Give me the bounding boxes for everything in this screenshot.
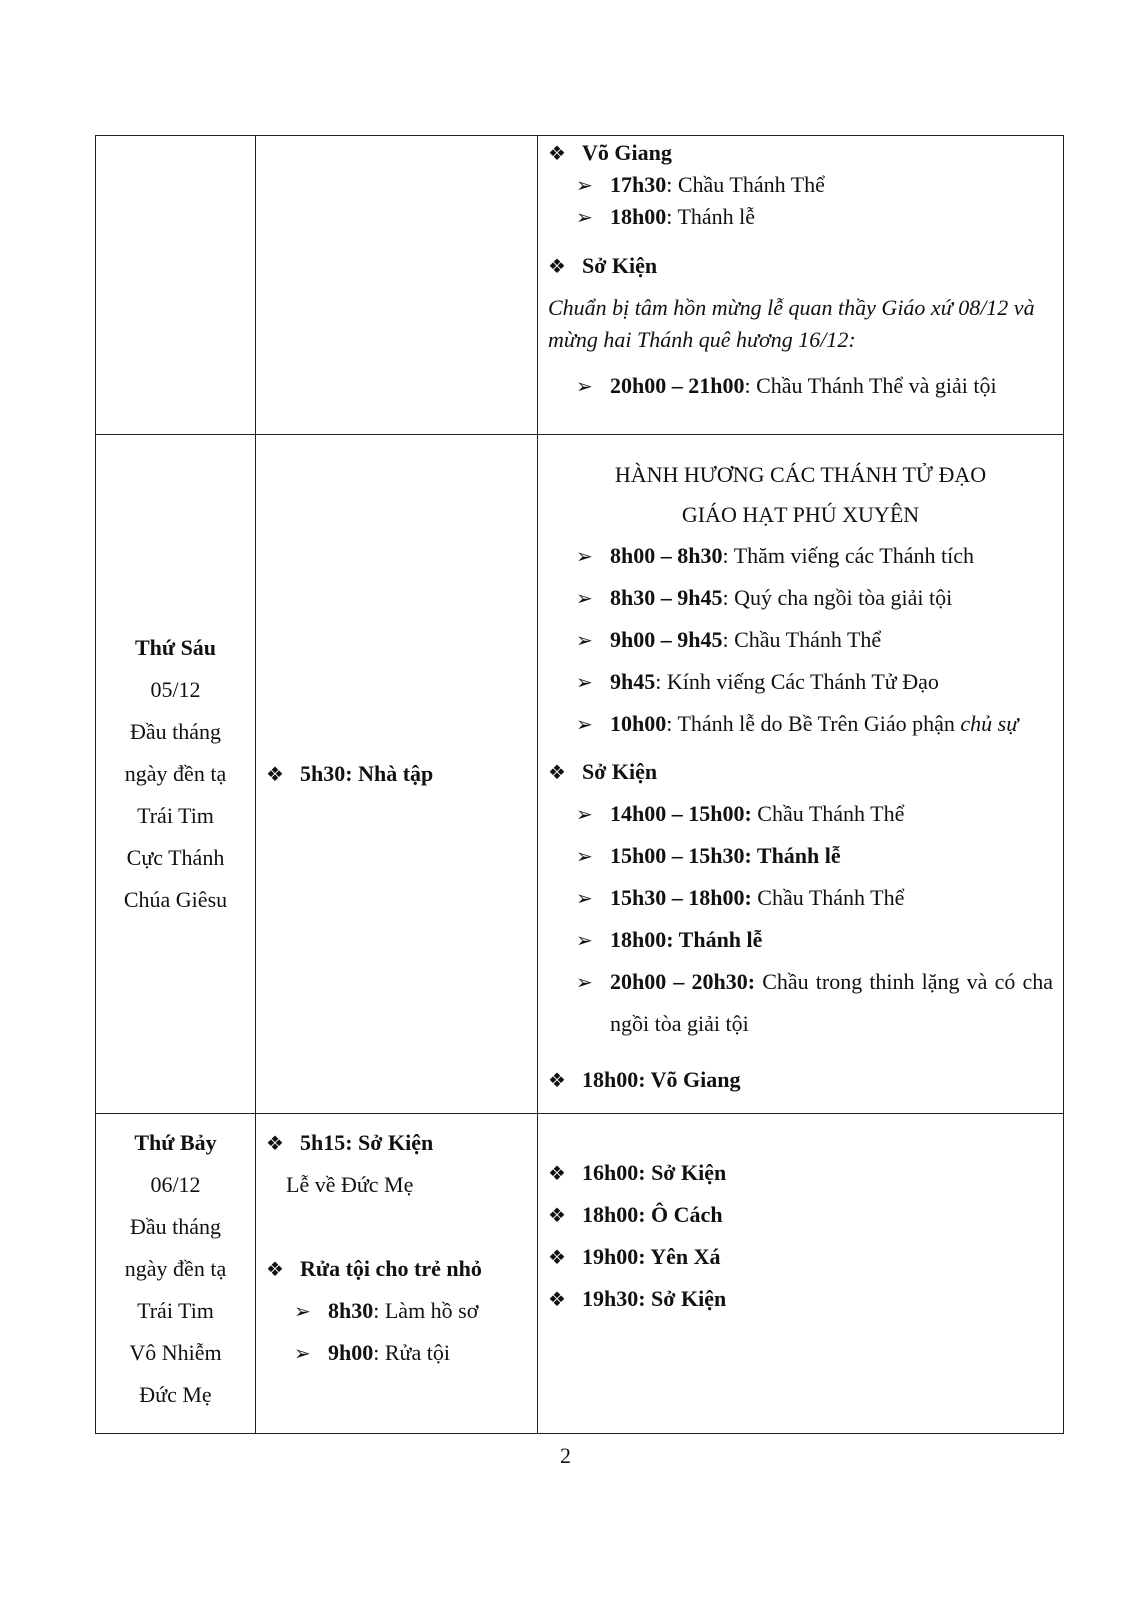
item-time: 16h00: [582, 1160, 639, 1185]
diamond-bullet-icon: ❖: [548, 1161, 566, 1185]
morning-cell-1: [256, 136, 538, 435]
item-time: 14h00 – 15h00:: [610, 801, 752, 826]
section-head: Võ Giang: [582, 140, 672, 165]
item-text: : Chầu Thánh Thể: [722, 627, 882, 652]
item-time: 9h00: [328, 1340, 374, 1365]
schedule-row-3: [96, 1114, 1064, 1434]
item-text: : Thánh lễ: [666, 204, 756, 229]
list-item: [548, 1152, 1053, 1194]
item-text: : Thăm viếng các Thánh tích: [722, 543, 974, 568]
arrow-bullet-icon: ➢: [576, 205, 593, 229]
item-text: : Kính viếng Các Thánh Tử Đạo: [655, 669, 939, 694]
item-italic: chủ sự: [960, 711, 1019, 736]
item-time: 20h00 – 21h00: [610, 373, 745, 398]
item-time: 20h00 – 20h30:: [610, 969, 756, 994]
diamond-bullet-icon: ❖: [548, 141, 566, 165]
list-item: [266, 1290, 527, 1332]
arrow-bullet-icon: ➢: [576, 544, 593, 568]
item-time: 15h30 – 18h00:: [610, 885, 752, 910]
mass-subtitle: Lễ về Đức Mẹ: [286, 1172, 414, 1197]
item-time: 18h00: [610, 204, 667, 229]
item-text: Chầu Thánh Thể: [751, 801, 905, 826]
item-time: 10h00: [610, 711, 667, 736]
day-date: 05/12: [150, 677, 201, 702]
diamond-bullet-icon: ❖: [548, 1245, 566, 1269]
item-time: 5h30: [300, 761, 346, 786]
list-item: [548, 835, 1053, 877]
item-time: 8h30: [328, 1298, 374, 1323]
day-note-line: Cực Thánh: [126, 845, 225, 870]
day-note-line: Đức Mẹ: [139, 1382, 212, 1407]
section-head: 5h15: Sở Kiện: [300, 1130, 434, 1155]
diamond-bullet-icon: ❖: [548, 254, 566, 278]
day-cell-3: [96, 1114, 256, 1434]
item-time: 9h45: [610, 669, 656, 694]
list-item: [548, 919, 1053, 961]
day-note-line: ngày đền tạ: [124, 761, 227, 786]
list-item: [548, 961, 1053, 1045]
item-text: : Thánh lễ do Bề Trên Giáo phận: [666, 711, 961, 736]
item-time: 9h00 – 9h45: [610, 627, 723, 652]
page-number: 2: [560, 1443, 571, 1468]
section-head: Rửa tội cho trẻ nhỏ: [300, 1256, 482, 1281]
morning-cell-2: ❖ 5h30: Nhà tập: [256, 435, 538, 1114]
diamond-bullet-icon: ❖: [266, 762, 284, 786]
item-time: 8h00 – 8h30: [610, 543, 723, 568]
diamond-bullet-icon: ❖: [548, 760, 566, 784]
list-item: [548, 877, 1053, 919]
list-item: [548, 1278, 1053, 1320]
item-time: 18h00: Thánh lễ: [610, 927, 763, 952]
diamond-bullet-icon: ❖: [548, 1068, 566, 1092]
evening-cell-3: [538, 1114, 1064, 1434]
day-note-line: Vô Nhiễm: [129, 1340, 222, 1365]
section-head: Sở Kiện: [582, 253, 658, 278]
arrow-bullet-icon: ➢: [576, 712, 593, 736]
schedule-row-1: [96, 136, 1064, 435]
day-note-line: ngày đền tạ: [124, 1256, 227, 1281]
list-item: [548, 370, 1053, 402]
day-note-line: Đầu tháng: [129, 719, 222, 744]
diamond-bullet-icon: ❖: [266, 1131, 284, 1155]
evening-cell-2: [538, 435, 1064, 1114]
item-text: : Làm hồ sơ: [373, 1298, 479, 1323]
item-text: Chầu trong thinh lặng và có cha ngồi tòa giải tội: [610, 969, 1053, 1036]
arrow-bullet-icon: ➢: [576, 970, 593, 994]
item-text: : Quý cha ngồi tòa giải tội: [722, 585, 953, 610]
list-item: [548, 703, 1053, 745]
section-head: 18h00: Võ Giang: [582, 1067, 741, 1092]
day-date: 06/12: [150, 1172, 201, 1197]
item-time: 15h00 – 15h30: Thánh lễ: [610, 843, 841, 868]
list-item: [548, 535, 1053, 577]
list-item: [548, 1236, 1053, 1278]
schedule-table: [95, 135, 1064, 1434]
item-time: 18h00: Ô Cách: [582, 1202, 723, 1227]
schedule-row-2: [96, 435, 1064, 1114]
preparation-note: Chuẩn bị tâm hồn mừng lễ quan thầy Giáo xứ 08/12 và mừng hai Thánh quê hương 16/12:: [548, 295, 1035, 352]
item-text: : Rửa tội: [373, 1340, 450, 1365]
list-item: [548, 201, 1053, 233]
pilgrimage-title: HÀNH HƯƠNG CÁC THÁNH TỬ ĐẠO: [614, 462, 987, 487]
pilgrimage-subtitle: GIÁO HẠT PHÚ XUYÊN: [681, 502, 920, 527]
item-place: Nhà tập: [358, 761, 434, 786]
day-note-line: Đầu tháng: [129, 1214, 222, 1239]
diamond-bullet-icon: ❖: [548, 1287, 566, 1311]
day-note-line: Trái Tim: [137, 1298, 214, 1323]
list-item: [266, 1332, 527, 1374]
morning-cell-3: [256, 1114, 538, 1434]
arrow-bullet-icon: ➢: [294, 1341, 311, 1365]
list-item: [548, 169, 1053, 201]
arrow-bullet-icon: ➢: [576, 173, 593, 197]
arrow-bullet-icon: ➢: [576, 886, 593, 910]
day-cell-1: [96, 136, 256, 435]
list-item: [548, 619, 1053, 661]
item-text: Chầu Thánh Thể: [751, 885, 905, 910]
list-item: [548, 577, 1053, 619]
item-time: 8h30 – 9h45: [610, 585, 723, 610]
item-time: 17h30: [610, 172, 667, 197]
item-text: : Sở Kiện: [638, 1160, 727, 1185]
arrow-bullet-icon: ➢: [576, 670, 593, 694]
list-item: [548, 661, 1053, 703]
item-text: : Chầu Thánh Thể: [666, 172, 825, 197]
item-text: : Chầu Thánh Thể và giải tội: [744, 373, 997, 398]
day-note-line: Trái Tim: [137, 803, 214, 828]
day-note-line: Chúa Giêsu: [123, 887, 228, 912]
list-item: [548, 793, 1053, 835]
list-item: [548, 1194, 1053, 1236]
arrow-bullet-icon: ➢: [576, 802, 593, 826]
day-name: Thứ Bảy: [134, 1130, 217, 1155]
diamond-bullet-icon: ❖: [266, 1257, 284, 1281]
arrow-bullet-icon: ➢: [576, 844, 593, 868]
item-time: 19h00: Yên Xá: [582, 1244, 721, 1269]
evening-cell-1: [538, 136, 1064, 435]
day-cell-2: [96, 435, 256, 1114]
diamond-bullet-icon: ❖: [548, 1203, 566, 1227]
day-name: Thứ Sáu: [134, 635, 217, 660]
arrow-bullet-icon: ➢: [576, 374, 593, 398]
item-time: 19h30: Sở Kiện: [582, 1286, 727, 1311]
section-head: Sở Kiện: [582, 759, 658, 784]
arrow-bullet-icon: ➢: [576, 586, 593, 610]
arrow-bullet-icon: ➢: [576, 928, 593, 952]
arrow-bullet-icon: ➢: [294, 1299, 311, 1323]
arrow-bullet-icon: ➢: [576, 628, 593, 652]
